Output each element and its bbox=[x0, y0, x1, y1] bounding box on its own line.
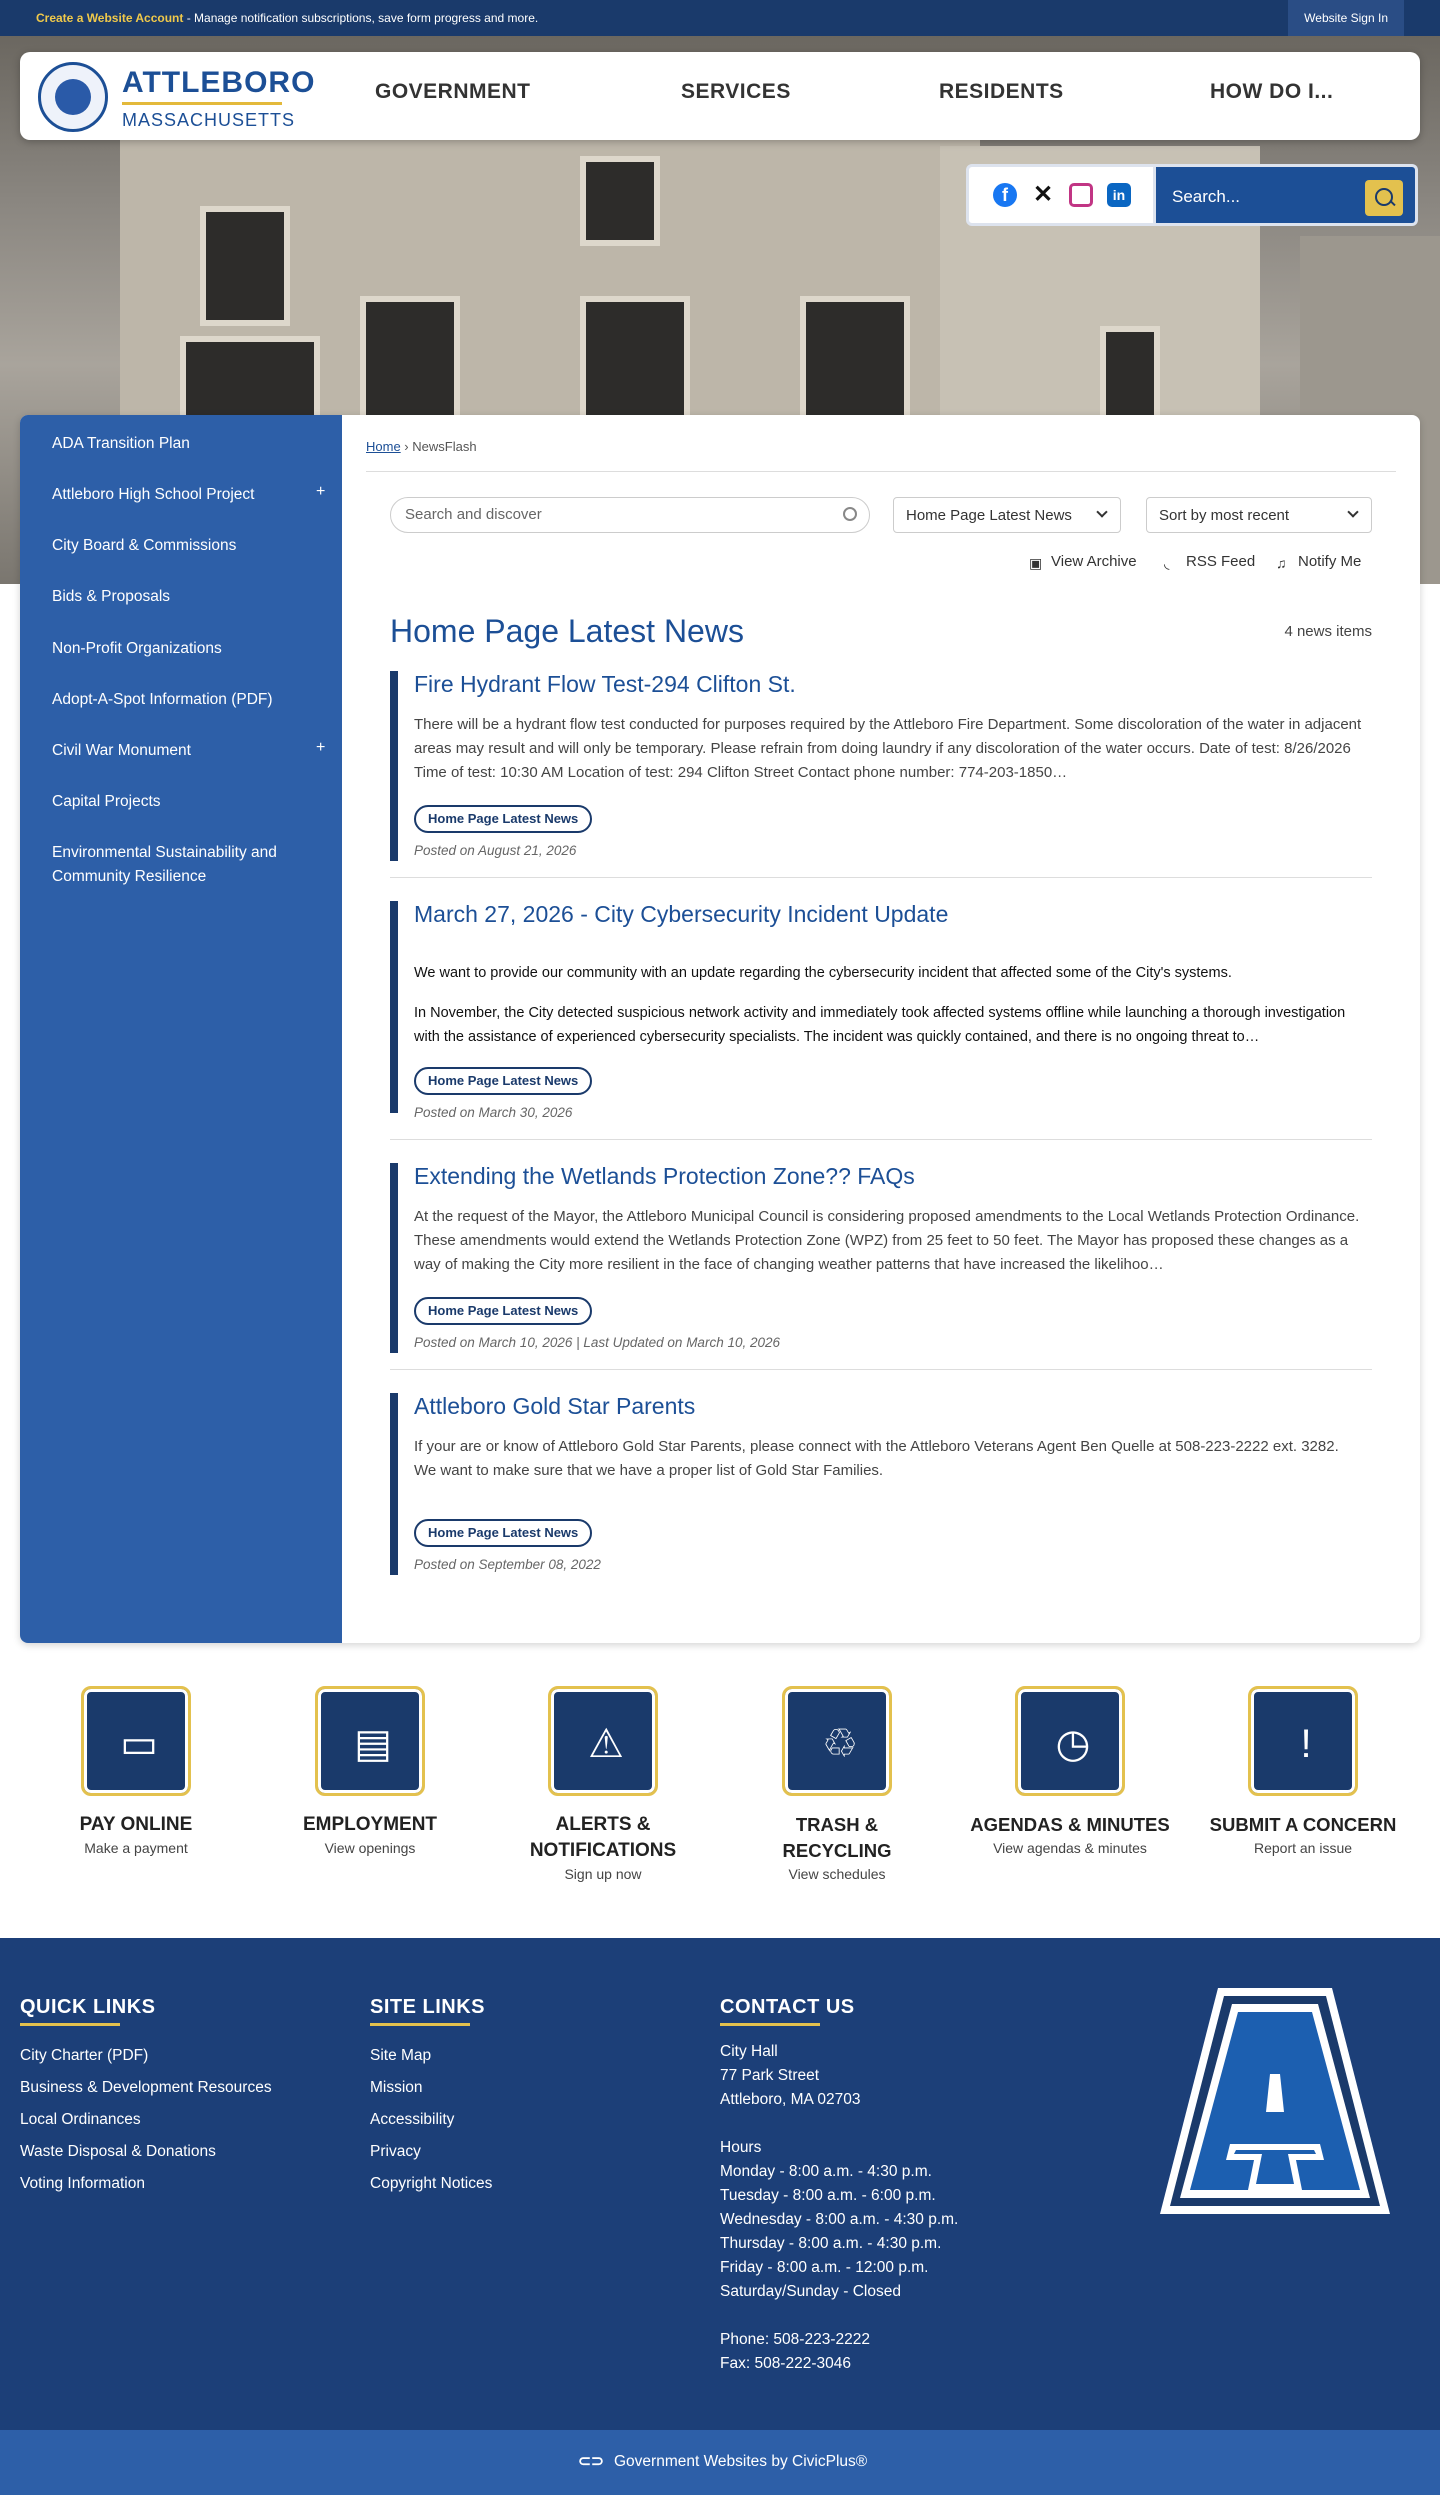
article-accent-bar bbox=[390, 901, 398, 1113]
news-item-body: At the request of the Mayor, the Attleboro Municipal Council is considering proposed amendments to the Local Wetlands Protection Ordinance. These amendments would extend the Wetlands Protection Zone (WPZ) from 25 feet to 50 feet. The Mayor has proposed these changes as a way of making the City more resilient in the face of changing weather patterns that have increased the likelihoo… bbox=[414, 1208, 1360, 1273]
tile-employment[interactable] bbox=[275, 1686, 465, 1856]
sidebar-item-adopt-a-spot[interactable]: Adopt-A-Spot Information (PDF) bbox=[52, 691, 273, 708]
news-item-body-continued: In November, the City detected suspicious network activity and immediately took affected systems offline while launching a thorough investigation with the assistance of experienced cybersecurity specialists. The incident was quickly contained, and there is no ongoing threat to… bbox=[414, 1005, 1346, 1045]
footer-link[interactable]: Site Map bbox=[370, 2047, 432, 2064]
tile-icon-box bbox=[1015, 1686, 1125, 1796]
breadcrumb-current: NewsFlash bbox=[412, 439, 477, 454]
nav-services[interactable]: SERVICES bbox=[681, 80, 791, 103]
tile-subtitle: Report an issue bbox=[1253, 1840, 1353, 1856]
contact-line: City Hall bbox=[720, 2043, 778, 2060]
post-date: Posted on March 30, 2026 bbox=[414, 1105, 573, 1120]
chevron-down-icon bbox=[1096, 506, 1107, 517]
nav-government[interactable]: GOVERNMENT bbox=[375, 80, 531, 103]
tile-icon-box bbox=[315, 1686, 425, 1796]
sidebar-item-bids-proposals[interactable]: Bids & Proposals bbox=[52, 588, 171, 605]
sort-select-value: Sort by most recent bbox=[1159, 507, 1290, 524]
logo-state-name[interactable]: MASSACHUSETTS bbox=[122, 110, 296, 130]
contact-line: Monday - 8:00 a.m. - 4:30 p.m. bbox=[720, 2163, 932, 2180]
post-date: Posted on September 08, 2022 bbox=[414, 1557, 601, 1572]
footer-link[interactable]: Waste Disposal & Donations bbox=[20, 2143, 216, 2160]
news-search-input[interactable] bbox=[390, 497, 870, 533]
search-input[interactable]: Search... bbox=[1172, 187, 1241, 206]
news-item-title[interactable]: March 27, 2026 - City Cybersecurity Incident Update bbox=[414, 901, 949, 927]
instagram-icon[interactable] bbox=[1069, 183, 1093, 207]
footer-link[interactable]: Voting Information bbox=[20, 2175, 145, 2192]
tile-icon-box bbox=[1248, 1686, 1358, 1796]
breadcrumb-separator: › bbox=[400, 439, 413, 454]
tile-subtitle: Make a payment bbox=[84, 1840, 188, 1856]
news-count: 4 news items bbox=[1284, 623, 1372, 640]
breadcrumb-home-link[interactable]: Home bbox=[366, 439, 401, 454]
tile-subtitle: View schedules bbox=[788, 1866, 886, 1882]
sidebar-item-civil-war-monument[interactable]: Civil War Monument bbox=[52, 742, 191, 759]
breadcrumb bbox=[366, 439, 477, 454]
tile-title: ALERTS & NOTIFICATIONS bbox=[529, 1814, 677, 1861]
view-archive-link[interactable] bbox=[1029, 553, 1137, 570]
calendar-clock-icon: ◷ bbox=[1055, 1722, 1091, 1766]
tile-icon-box bbox=[782, 1686, 892, 1796]
tile-trash-recycling[interactable] bbox=[741, 1686, 933, 1882]
tile-title: PAY ONLINE bbox=[79, 1814, 193, 1835]
expand-icon[interactable]: + bbox=[316, 739, 326, 756]
divider bbox=[366, 471, 1396, 472]
sidebar-item-non-profit[interactable]: Non-Profit Organizations bbox=[52, 640, 222, 657]
news-item-title[interactable]: Extending the Wetlands Protection Zone?? FAQs bbox=[414, 1163, 915, 1189]
contact-line: Saturday/Sunday - Closed bbox=[720, 2283, 901, 2300]
sidebar-item-high-school-project[interactable]: Attleboro High School Project bbox=[52, 486, 255, 503]
contact-spacer bbox=[720, 2304, 958, 2328]
news-item-body: We want to provide our community with an update regarding the cybersecurity incident that affected some of the City's systems. bbox=[414, 965, 1232, 981]
article-accent-bar bbox=[390, 1163, 398, 1353]
tile-title: AGENDAS & MINUTES bbox=[970, 1814, 1170, 1835]
nav-how-do-i[interactable]: HOW DO I... bbox=[1210, 80, 1334, 103]
tile-alerts[interactable] bbox=[508, 1686, 698, 1882]
attleboro-a-logo bbox=[1160, 1984, 1390, 2214]
site-search bbox=[1156, 164, 1418, 226]
notify-me-label: Notify Me bbox=[1298, 553, 1362, 570]
category-tag[interactable]: Home Page Latest News bbox=[414, 1297, 592, 1325]
news-item bbox=[390, 1163, 1372, 1363]
footer-link[interactable]: Accessibility bbox=[370, 2111, 455, 2128]
contact-line: Wednesday - 8:00 a.m. - 4:30 p.m. bbox=[720, 2211, 959, 2228]
tile-title: SUBMIT A CONCERN bbox=[1209, 1814, 1397, 1835]
rss-feed-link[interactable] bbox=[1164, 553, 1255, 570]
tile-subtitle: View agendas & minutes bbox=[993, 1840, 1147, 1856]
footer-link[interactable]: Mission bbox=[370, 2079, 423, 2096]
sidebar-item-ada-transition-plan[interactable]: ADA Transition Plan bbox=[52, 435, 190, 452]
contact-line: Friday - 8:00 a.m. - 12:00 p.m. bbox=[720, 2259, 929, 2276]
heading-underline bbox=[370, 2023, 470, 2026]
footer-link[interactable]: Business & Development Resources bbox=[20, 2079, 272, 2096]
social-links bbox=[966, 164, 1156, 226]
post-date: Posted on March 10, 2026 | Last Updated on March 10, 2026 bbox=[414, 1335, 780, 1350]
trash-can-icon: ♲ bbox=[822, 1722, 858, 1766]
facebook-icon[interactable]: f bbox=[993, 183, 1017, 207]
category-tag[interactable]: Home Page Latest News bbox=[414, 1067, 592, 1095]
civicplus-icon: ⊂⊃ bbox=[578, 2453, 604, 2470]
sidebar-item-environmental-sustainability[interactable]: Environmental Sustainability and Community Resilience bbox=[52, 844, 277, 885]
contact-line: Attleboro, MA 02703 bbox=[720, 2091, 861, 2108]
linkedin-icon[interactable]: in bbox=[1107, 183, 1131, 207]
article-accent-bar bbox=[390, 1393, 398, 1575]
contact-line: Hours bbox=[720, 2139, 762, 2156]
credit-card-icon: ▭ bbox=[120, 1722, 158, 1766]
news-item-title[interactable]: Attleboro Gold Star Parents bbox=[414, 1393, 696, 1419]
footer-link[interactable]: City Charter (PDF) bbox=[20, 2047, 149, 2064]
bell-icon: ♫ bbox=[1276, 555, 1287, 571]
footer-quick-links bbox=[20, 1996, 272, 2200]
news-content bbox=[342, 415, 1420, 1643]
search-icon[interactable] bbox=[1365, 180, 1403, 216]
footer-heading: QUICK LINKS bbox=[20, 1996, 156, 2018]
sidebar bbox=[20, 415, 342, 1643]
news-item bbox=[390, 1393, 1372, 1593]
create-account-link[interactable]: Create a Website Account bbox=[36, 11, 184, 25]
view-archive-label: View Archive bbox=[1051, 553, 1137, 570]
news-search-placeholder: Search and discover bbox=[405, 506, 542, 523]
contact-phone[interactable]: Phone: 508-223-2222 bbox=[720, 2331, 870, 2348]
logo-city-name[interactable]: ATTLEBORO bbox=[122, 66, 316, 99]
footer-link[interactable]: Local Ordinances bbox=[20, 2111, 141, 2128]
contact-line: Thursday - 8:00 a.m. - 4:30 p.m. bbox=[720, 2235, 942, 2252]
footer-contact bbox=[720, 1996, 958, 2376]
city-seal-logo[interactable] bbox=[38, 62, 108, 132]
account-message-text: - Manage notification subscriptions, save form progress and more. bbox=[183, 11, 539, 25]
rss-feed-label: RSS Feed bbox=[1186, 553, 1256, 570]
expand-icon[interactable]: + bbox=[316, 483, 326, 500]
footer-link[interactable]: Privacy bbox=[370, 2143, 421, 2160]
sidebar-item-capital-projects[interactable]: Capital Projects bbox=[52, 793, 161, 810]
divider bbox=[390, 1369, 1372, 1370]
divider bbox=[390, 877, 1372, 878]
utility-bar bbox=[0, 0, 1440, 36]
post-date: Posted on August 21, 2026 bbox=[414, 843, 577, 858]
x-icon[interactable]: ✕ bbox=[1032, 181, 1054, 208]
site-header bbox=[20, 52, 1420, 140]
category-select-value: Home Page Latest News bbox=[906, 507, 1072, 524]
main-panel bbox=[20, 415, 1420, 1643]
tile-agendas-minutes[interactable] bbox=[965, 1686, 1175, 1856]
search-icon[interactable] bbox=[843, 507, 857, 521]
tile-subtitle: View openings bbox=[324, 1840, 416, 1856]
rss-icon: ◟ bbox=[1164, 555, 1170, 571]
footer-site-links bbox=[370, 1996, 492, 2200]
logo-divider bbox=[122, 102, 282, 105]
phone-alert-icon: ⚠ bbox=[588, 1722, 624, 1766]
tile-submit-concern[interactable] bbox=[1198, 1686, 1408, 1856]
category-tag[interactable]: Home Page Latest News bbox=[414, 1519, 592, 1547]
chevron-down-icon bbox=[1347, 506, 1358, 517]
page-title: Home Page Latest News bbox=[390, 613, 744, 649]
sidebar-item-board-commissions[interactable]: City Board & Commissions bbox=[52, 537, 237, 554]
nav-residents[interactable]: RESIDENTS bbox=[939, 80, 1064, 103]
news-item-title[interactable]: Fire Hydrant Flow Test-294 Clifton St. bbox=[414, 671, 796, 697]
exclamation-bubble-icon: ! bbox=[1300, 1722, 1312, 1766]
briefcase-icon: ▤ bbox=[354, 1722, 392, 1766]
account-message bbox=[36, 11, 538, 25]
website-sign-in-button[interactable]: Website Sign In bbox=[1288, 0, 1404, 36]
tile-icon-box bbox=[81, 1686, 191, 1796]
contact-line: 77 Park Street bbox=[720, 2067, 820, 2084]
footer-link[interactable]: Copyright Notices bbox=[370, 2175, 493, 2192]
news-item-body: If your are or know of Attleboro Gold Star Parents, please connect with the Attleboro Veterans Agent Ben Quelle at 508-223-2222 ext. 3282. We want to make sure that we have a proper list of Gold Star Families. bbox=[414, 1438, 1339, 1479]
tile-pay-online[interactable] bbox=[41, 1686, 231, 1856]
category-tag[interactable]: Home Page Latest News bbox=[414, 805, 592, 833]
contact-spacer bbox=[720, 2112, 958, 2136]
news-item-body: There will be a hydrant flow test conducted for purposes required by the Attleboro Fire Department. Some discoloration of the water in adjacent areas may result and will only be temporary. Please refrain from doing laundry if any discoloration of the water occurs. Date of test: 8/26/2026 Time of test: 10:30 AM Location of test: 294 Clifton Street Contact phone number: 774-203-1850… bbox=[414, 716, 1362, 781]
footer-heading: SITE LINKS bbox=[370, 1996, 486, 2018]
tile-title: EMPLOYMENT bbox=[302, 1814, 438, 1835]
site-footer bbox=[0, 1938, 1440, 2430]
heading-underline bbox=[720, 2023, 820, 2026]
sort-select[interactable] bbox=[1146, 497, 1372, 533]
contact-fax: Fax: 508-222-3046 bbox=[720, 2355, 851, 2372]
civicplus-credit[interactable] bbox=[578, 2452, 867, 2471]
divider bbox=[390, 1139, 1372, 1140]
archive-icon: ▣ bbox=[1029, 555, 1043, 571]
tile-icon-box bbox=[548, 1686, 658, 1796]
tile-title: TRASH & RECYCLING bbox=[782, 1814, 892, 1861]
news-item bbox=[390, 671, 1372, 871]
heading-underline bbox=[20, 2023, 120, 2026]
credits-bar bbox=[0, 2430, 1440, 2495]
news-item bbox=[390, 901, 1372, 1131]
category-select[interactable] bbox=[893, 497, 1121, 533]
notify-me-link[interactable] bbox=[1276, 553, 1361, 570]
contact-line: Tuesday - 8:00 a.m. - 6:00 p.m. bbox=[720, 2187, 936, 2204]
article-accent-bar bbox=[390, 671, 398, 861]
footer-heading: CONTACT US bbox=[720, 1996, 855, 2018]
tile-subtitle: Sign up now bbox=[564, 1866, 642, 1882]
credit-text: Government Websites by CivicPlus® bbox=[613, 2453, 868, 2470]
